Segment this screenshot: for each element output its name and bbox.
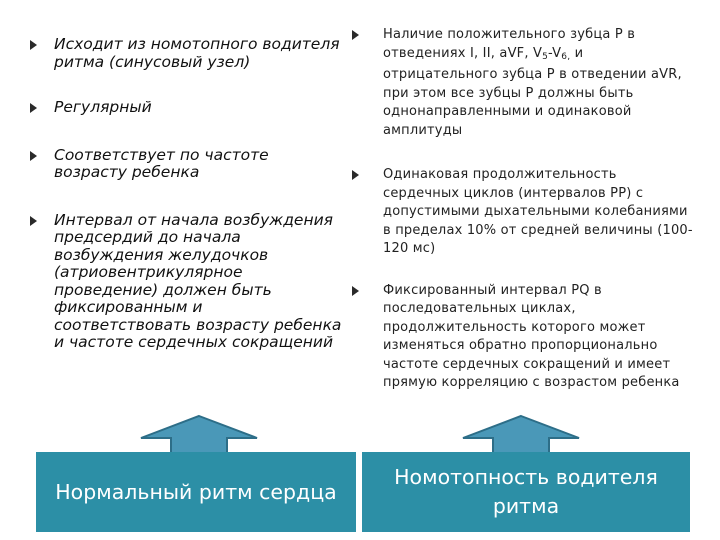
left-list-item (30, 212, 342, 352)
left-item-text: Исходит из номотопного водителя ритма (синусовый узел) (54, 35, 340, 71)
nomotopic-pacemaker-label: Номотопность водителя ритма (394, 465, 658, 518)
up-arrow-icon (139, 414, 259, 456)
right-item-text: Одинаковая продолжительность сердечных циклов (интервалов PP) с допустимыми дыхательными колебаниями в пределах 10% от средней величины (100-120 мс) (383, 167, 693, 256)
triangle-bullet-icon (30, 40, 37, 50)
right-item-text: Фиксированный интервал PQ в последовательных циклах, продолжительность которого может изменяться обратно пропорционально частоте сердечных сокращений и имеет прямую корреляцию с возрастом ребенка (383, 282, 680, 390)
left-item-text: Интервал от начала возбуждения предсердий до начала возбуждения желудочков (атриовентрикулярное проведение) должен быть фиксированным и соответствовать возрасту ребенка и частоте сердечных сокращений (54, 210, 342, 351)
triangle-bullet-icon (30, 216, 37, 226)
triangle-bullet-icon (352, 30, 359, 40)
right-item-text: Наличие положительного зубца P в отведениях I, II, aVF, $V_5-V_{6,}$ и отрицательного зубца P в отведении aVR, при этом все зубцы P должны быть однонаправленными и одинаковой амплитуды (383, 27, 682, 138)
triangle-bullet-icon (352, 170, 359, 180)
left-list-item (30, 147, 342, 182)
right-list-item (352, 166, 697, 259)
triangle-bullet-icon (352, 286, 359, 296)
left-list-item (30, 99, 342, 117)
nomotopic-pacemaker-box (362, 452, 690, 532)
right-list-item (352, 26, 697, 140)
normal-rhythm-box (36, 452, 356, 532)
triangle-bullet-icon (30, 151, 37, 161)
right-list-item (352, 282, 697, 393)
left-item-text: Соответствует по частоте возрасту ребенка (54, 145, 269, 181)
left-item-text: Регулярный (54, 98, 152, 116)
normal-rhythm-label: Нормальный ритм сердца (55, 479, 337, 504)
up-arrow-icon (461, 414, 581, 456)
left-column (30, 36, 342, 352)
left-list-item (30, 36, 342, 71)
triangle-bullet-icon (30, 103, 37, 113)
right-column (352, 26, 697, 393)
